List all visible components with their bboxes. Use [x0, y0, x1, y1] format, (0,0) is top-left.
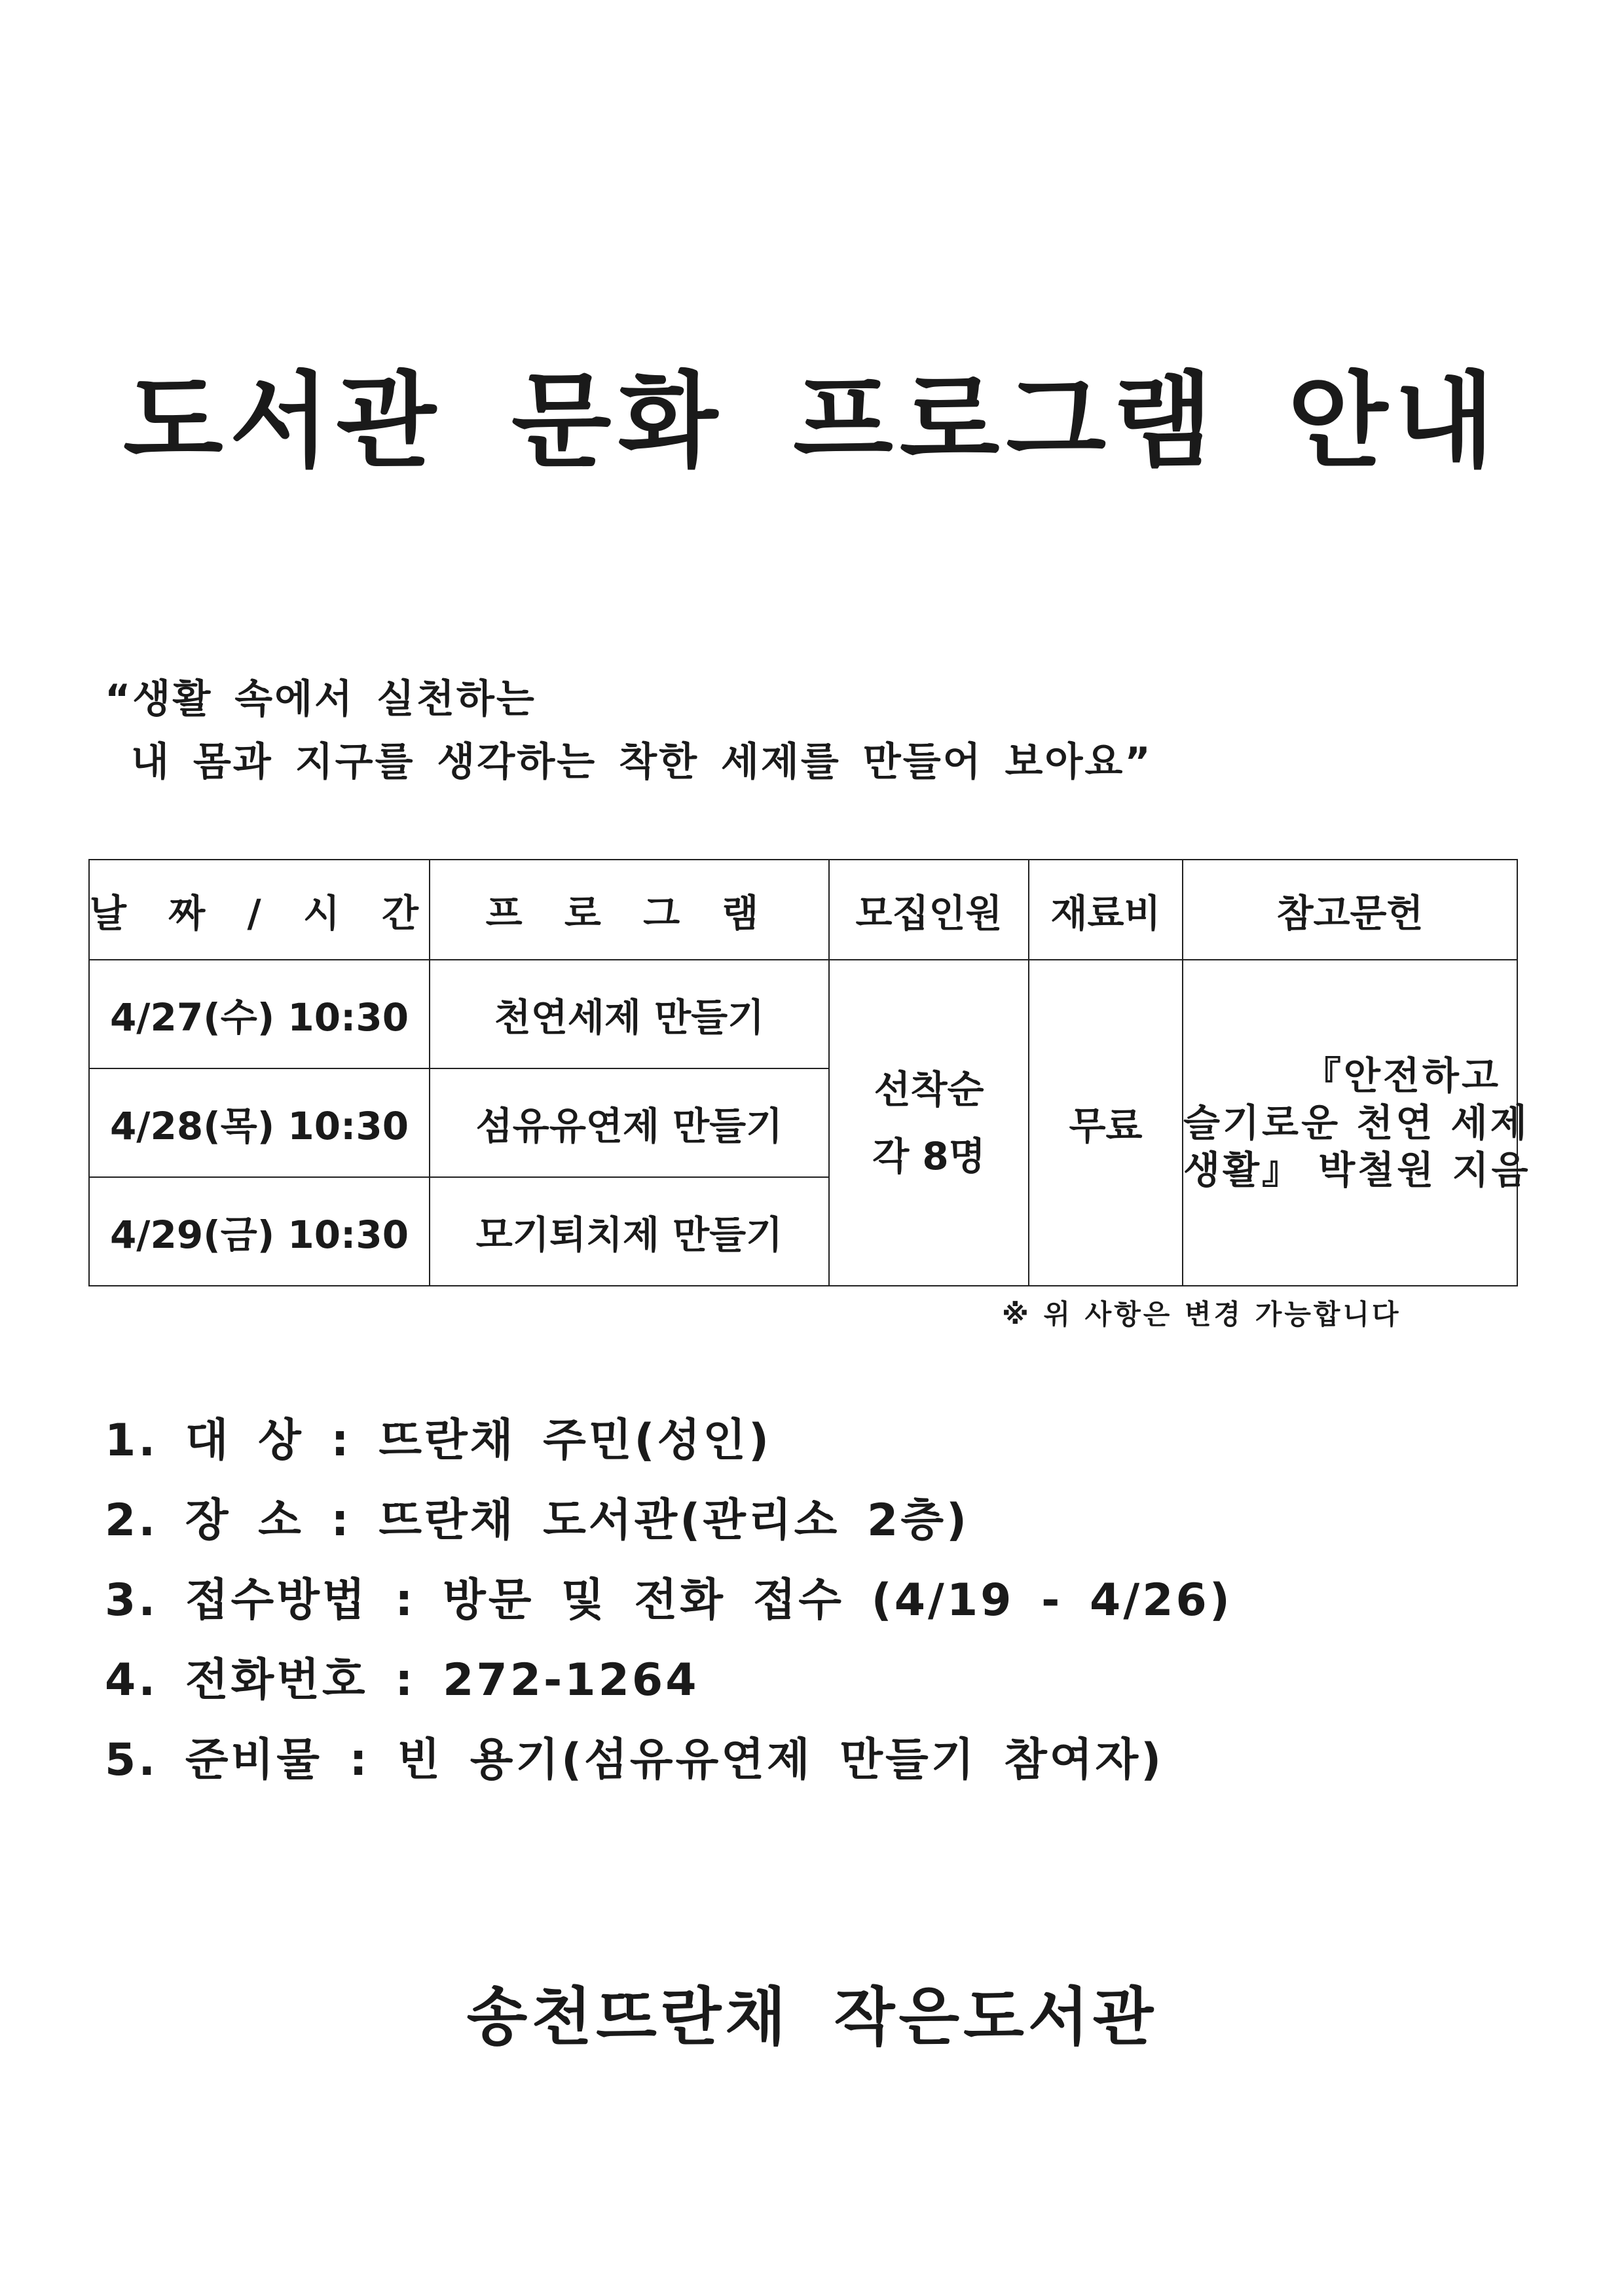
fee-cell: 무료 — [1029, 960, 1183, 1286]
info-list — [105, 1401, 1232, 1800]
subtitle — [105, 668, 1153, 793]
row-date: 4/29(금) 10:30 — [89, 1177, 430, 1286]
change-notice: ※ 위 사항은 변경 가능합니다 — [1002, 1298, 1401, 1330]
recruit-cell — [829, 960, 1029, 1286]
header-reference: 참고문헌 — [1183, 860, 1517, 960]
info-item-registration: 3. 접수방법 : 방문 및 전화 접수 (4/19 - 4/26) — [105, 1575, 1232, 1626]
row-program: 천연세제 만들기 — [430, 960, 829, 1068]
info-item-supplies: 5. 준비물 : 빈 용기(섬유유연제 만들기 참여자) — [105, 1734, 1164, 1786]
header-fee: 재료비 — [1029, 860, 1183, 960]
header-recruit: 모집인원 — [829, 860, 1029, 960]
recruit-line-1: 선착순 — [874, 1067, 984, 1112]
row-program: 모기퇴치제 만들기 — [430, 1177, 829, 1286]
header-program: 프 로 그 램 — [430, 860, 829, 960]
table-header-row — [89, 860, 1517, 960]
row-date: 4/28(목) 10:30 — [89, 1068, 430, 1177]
table-row — [89, 960, 1517, 1068]
reference-cell — [1183, 960, 1531, 1286]
reference-line-2: 슬기로운 천연 세제 — [1183, 1101, 1530, 1145]
row-date: 4/27(수) 10:30 — [89, 960, 430, 1068]
info-item-target: 1. 대 상 : 뜨란채 주민(성인) — [105, 1415, 772, 1467]
reference-line-3: 생활』 박철원 지음 — [1183, 1148, 1531, 1192]
program-schedule-table — [88, 859, 1531, 1286]
header-date-time: 날 짜 / 시 간 — [89, 860, 430, 960]
library-name-footer: 송천뜨란채 작은도서관 — [466, 1980, 1158, 2054]
subtitle-line-2: 내 몸과 지구를 생각하는 착한 세제를 만들어 보아요” — [131, 739, 1153, 785]
recruit-line-2: 각 8명 — [872, 1134, 986, 1178]
subtitle-line-1: “생활 속에서 실천하는 — [105, 676, 536, 722]
info-item-phone: 4. 전화번호 : 272-1264 — [105, 1654, 699, 1706]
info-item-location: 2. 장 소 : 뜨란채 도서관(관리소 2층) — [105, 1495, 970, 1546]
row-program: 섬유유연제 만들기 — [430, 1068, 829, 1177]
reference-line-1: 『안전하고 — [1302, 1053, 1501, 1098]
page-title: 도서관 문화 프로그램 안내 — [123, 361, 1501, 482]
